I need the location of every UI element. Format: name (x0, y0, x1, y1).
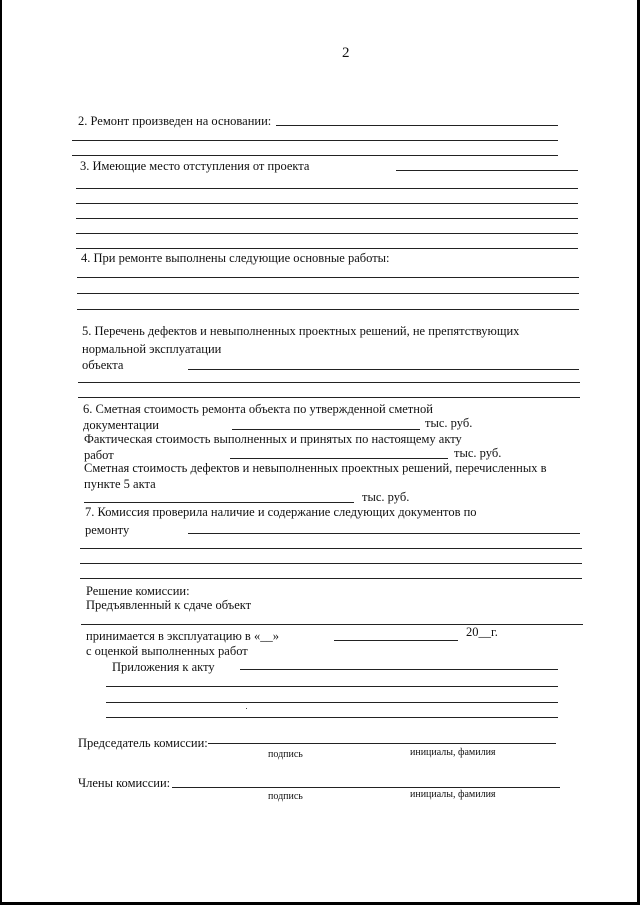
members-signature-line (172, 787, 560, 788)
decision-object-label: Предъявленный к сдаче объект (86, 598, 252, 612)
page-number: 2 (342, 45, 350, 61)
section-5-fill-line (188, 369, 579, 370)
section-3-fill-line (396, 170, 578, 171)
section-4-line (77, 277, 579, 278)
section-3-line (76, 203, 578, 204)
section-5-line-1: 5. Перечень дефектов и невыполненных проектных решений, не препятствующих (82, 324, 520, 338)
section-6-unit-2: тыс. руб. (454, 446, 502, 460)
decision-date-fill-line (334, 640, 458, 641)
decision-title: Решение комиссии: (86, 584, 190, 598)
section-5-line (78, 397, 580, 398)
decision-accepted-label: принимается в эксплуатацию в «__» (86, 629, 279, 643)
section-5-line-2: нормальной эксплуатации (82, 342, 222, 356)
section-3-line (76, 248, 578, 249)
chair-label: Председатель комиссии: (78, 736, 208, 750)
section-2-line (72, 140, 558, 141)
section-7-fill-line (188, 533, 580, 534)
section-7-line (80, 563, 582, 564)
attachments-fill-line (240, 669, 558, 670)
section-7-line (80, 548, 582, 549)
section-6-line-1: 6. Сметная стоимость ремонта объекта по утвержденной сметной (83, 402, 433, 416)
decision-line (81, 624, 583, 625)
section-6-line-5: Сметная стоимость дефектов и невыполненных проектных решений, перечисленных в (84, 461, 547, 475)
decision-year: 20__г. (466, 625, 498, 639)
section-4-line (77, 309, 579, 310)
section-6-line-4: работ (84, 448, 114, 462)
attachments-line (106, 702, 558, 703)
section-3-label: 3. Имеющие место отступления от проекта (80, 159, 310, 173)
section-2-line (72, 155, 558, 156)
section-6-actual-fill-line (230, 458, 448, 459)
chair-signature-line (208, 743, 556, 744)
attachments-label: Приложения к акту (112, 660, 215, 674)
decision-rating-label: с оценкой выполненных работ (86, 644, 248, 658)
section-5-line (78, 382, 580, 383)
section-6-line-2: документации (83, 418, 159, 432)
members-label: Члены комиссии: (78, 776, 171, 790)
section-7-line-1: 7. Комиссия проверила наличие и содержание следующих документов по (85, 505, 477, 519)
chair-signature-caption: подпись (268, 749, 303, 760)
section-2-fill-line (276, 125, 558, 126)
scan-speck (246, 708, 247, 709)
section-7-line (80, 578, 582, 579)
attachments-line (106, 686, 558, 687)
section-6-line-3: Фактическая стоимость выполненных и принятых по настоящему акту (84, 432, 462, 446)
chair-name-caption: инициалы, фамилия (410, 747, 496, 758)
section-6-unit-1: тыс. руб. (425, 416, 473, 430)
section-3-line (76, 218, 578, 219)
section-4-label: 4. При ремонте выполнены следующие основные работы: (81, 251, 390, 265)
attachments-line (106, 717, 558, 718)
section-5-line-3: объекта (82, 358, 124, 372)
section-6-line-6: пункте 5 акта (84, 477, 156, 491)
section-7-line-2: ремонту (85, 523, 130, 537)
members-name-caption: инициалы, фамилия (410, 789, 496, 800)
section-6-estimate-fill-line (232, 429, 420, 430)
section-6-defects-fill-line (84, 502, 354, 503)
section-3-line (76, 188, 578, 189)
section-4-line (77, 293, 579, 294)
section-3-line (76, 233, 578, 234)
scan-edge-left (0, 0, 2, 905)
section-2-label: 2. Ремонт произведен на основании: (78, 114, 272, 128)
members-signature-caption: подпись (268, 791, 303, 802)
section-6-unit-3: тыс. руб. (362, 490, 410, 504)
